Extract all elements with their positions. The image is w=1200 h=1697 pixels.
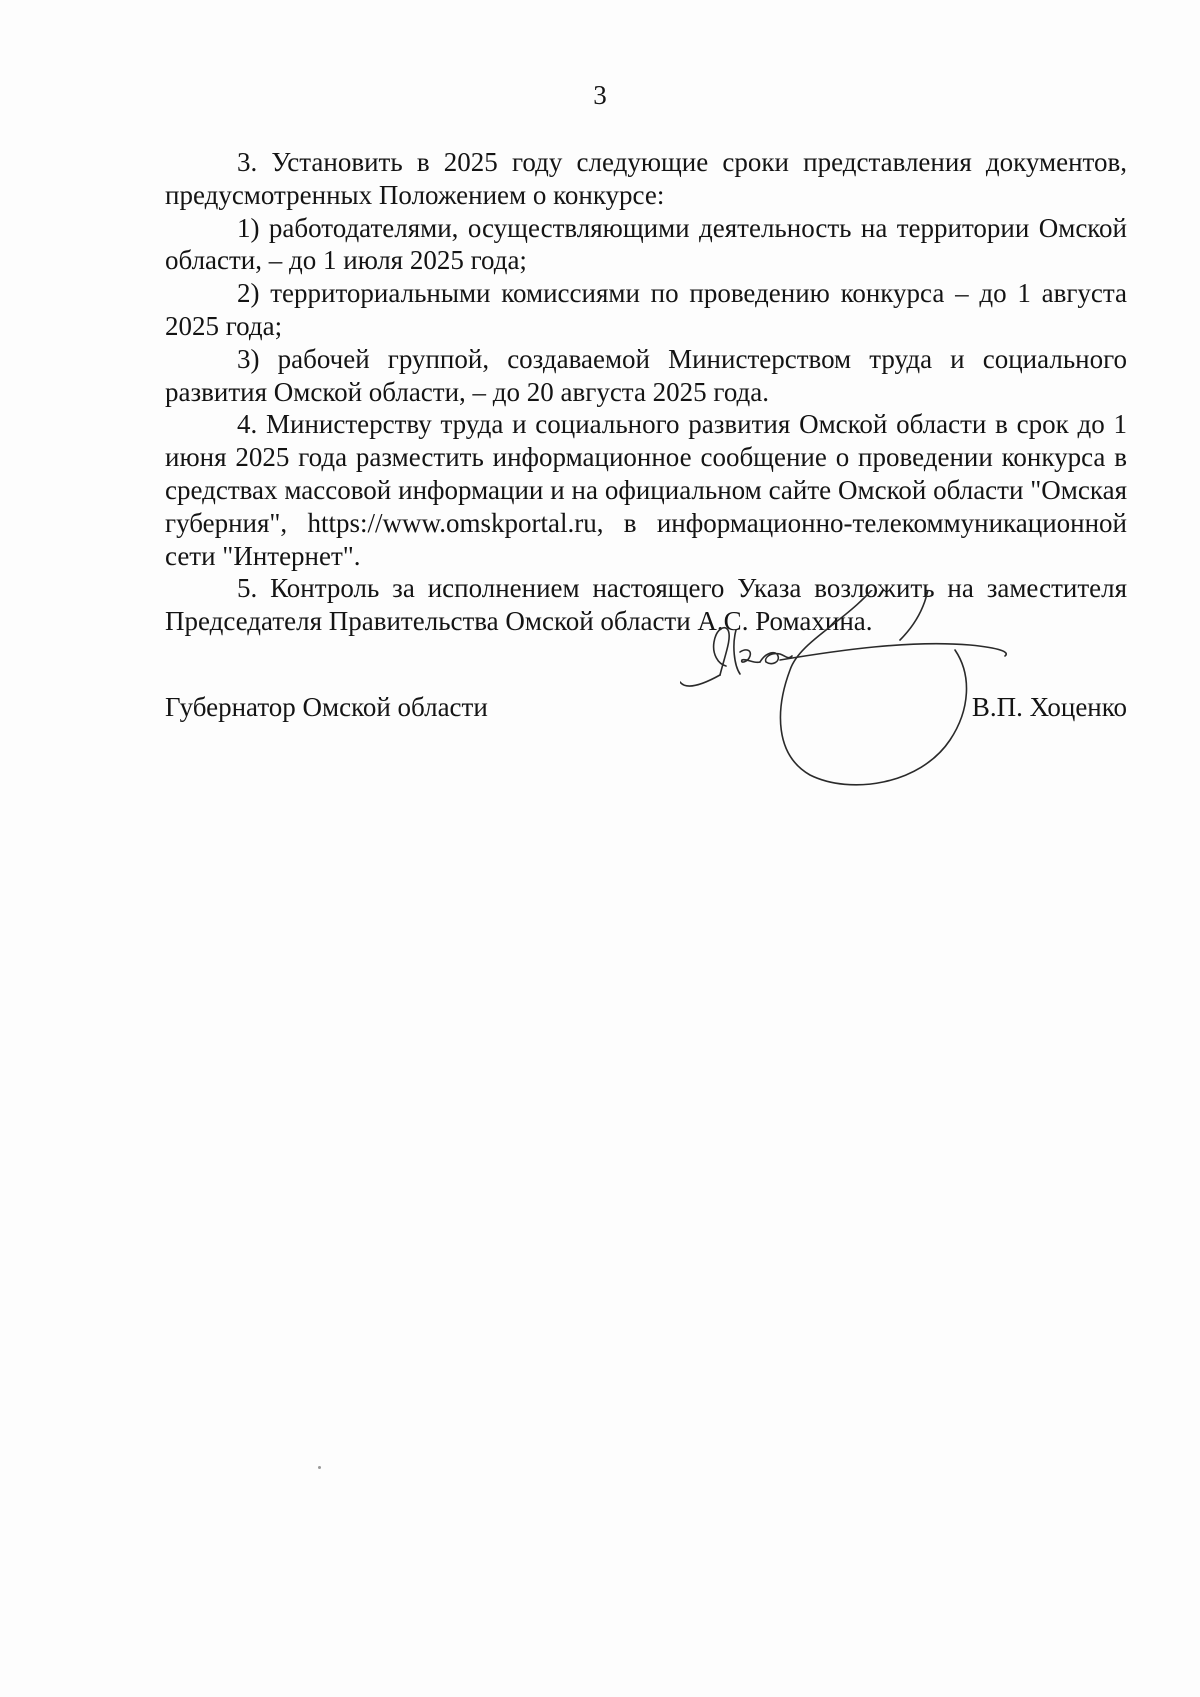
signer-title: Губернатор Омской области xyxy=(165,692,488,722)
subparagraph-3-2: 2) территориальными комиссиями по проведению конкурса – до 1 августа 2025 года; xyxy=(165,278,1127,341)
signer-name: В.П. Хоценко xyxy=(971,692,1127,722)
scan-speck xyxy=(318,1466,321,1469)
paragraph-3: 3. Установить в 2025 году следующие сроки представления документов, предусмотренных Положением о конкурсе: xyxy=(165,147,1127,210)
page-number: 3 xyxy=(593,80,607,110)
paragraph-4: 4. Министерству труда и социального развития Омской области в срок до 1 июня 2025 года разместить информационное сообщение о проведении конкурса в средствах массовой информации и на официальном сайте Омской области "Омская губерния", https://www.omskportal.ru, в информационно-телекоммуникационной сети "Интернет". xyxy=(165,409,1127,571)
subparagraph-3-1: 1) работодателями, осуществляющими деятельность на территории Омской области, – до 1 июля 2025 года; xyxy=(165,212,1127,276)
paragraph-5: 5. Контроль за исполнением настоящего Указа возложить на заместителя Председателя Правительства Омской области А.С. Ромахина. xyxy=(165,573,1127,637)
signature-block xyxy=(165,692,1127,732)
subparagraph-3-3: 3) рабочей группой, создаваемой Министерством труда и социального развития Омской области, – до 20 августа 2025 года. xyxy=(165,343,1127,407)
document-body xyxy=(165,146,1127,638)
